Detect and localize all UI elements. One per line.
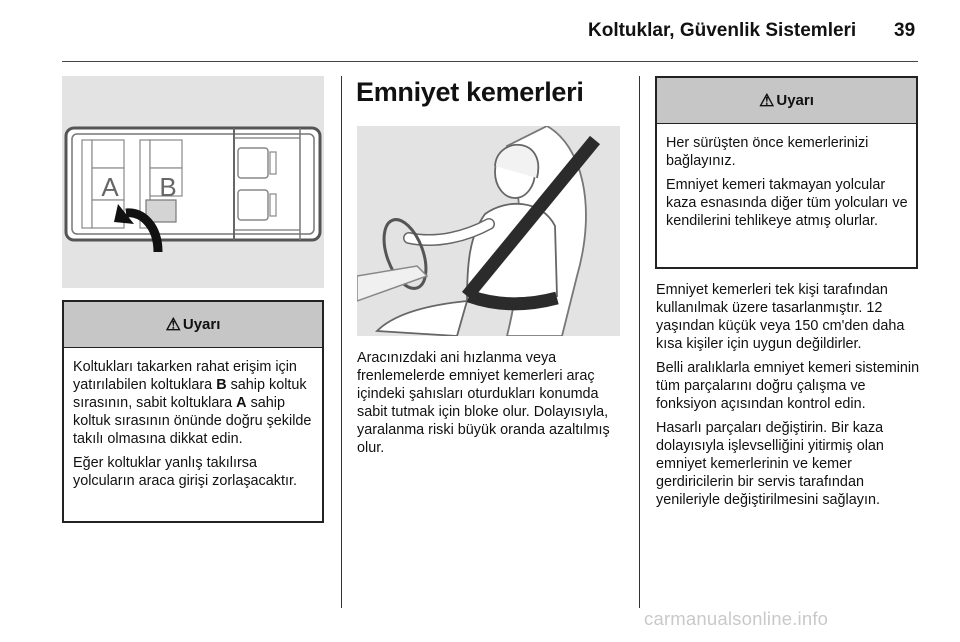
text-run: Koltukları takarken rahat erişim için yatırılabilen koltuklara [73, 359, 297, 393]
right-text [656, 281, 922, 515]
warning-triangle-icon: ⚠ [165, 314, 181, 334]
vehicle-top-view-icon [62, 76, 324, 288]
seatbelt-warning-box [655, 76, 918, 269]
seat-b-ref: B [216, 377, 227, 393]
warning-paragraph: Emniyet kemeri takmayan yolcular kaza esnasında diğer tüm yolcuları ve kendilerini tehlikeye atmış olurlar. [666, 177, 908, 229]
section-title: Emniyet kemerleri [356, 77, 584, 107]
header-divider [62, 61, 918, 62]
body-paragraph: Belli aralıklarla emniyet kemeri sisteminin tüm parçalarını doğru çalışma ve fonksiyon açısından kontrol edin. [656, 360, 920, 412]
warning-paragraph: Her sürüşten önce kemerlerinizi bağlayınız. [666, 135, 869, 169]
body-paragraph: Emniyet kemerleri tek kişi tarafından kullanılmak üzere tasarlanmıştır. 12 yaşından küçük veya 150 cm'den daha kısa kişiler için uygun değildirler. [656, 282, 905, 352]
watermark: carmanualsonline.info [644, 608, 829, 629]
warning-header [657, 78, 916, 124]
middle-text [357, 349, 627, 463]
warning-header [64, 302, 322, 348]
warning-label: Uyarı [776, 92, 814, 109]
column-divider-right [639, 76, 640, 608]
text-run: sahip koltuk sırasının, sabit koltuklara [73, 377, 307, 411]
page-number: 39 [894, 20, 916, 41]
seat-a-ref: A [236, 395, 247, 411]
seat-warning-box [62, 300, 324, 523]
warning-body [657, 124, 916, 244]
seat-b-label: B [159, 172, 177, 202]
seat-a-label: A [101, 172, 119, 202]
warning-body [64, 348, 322, 504]
seatbelt-driver-icon [357, 126, 620, 336]
warning-paragraph [73, 358, 315, 448]
warning-paragraph: Eğer koltuklar yanlış takılırsa yolcuların araca girişi zorlaşacaktır. [73, 455, 297, 489]
warning-label: Uyarı [182, 316, 221, 333]
page-header-title: Koltuklar, Güvenlik Sistemleri [588, 20, 857, 41]
body-paragraph: Hasarlı parçaları değiştirin. Bir kaza dolayısıyla işlevselliğini yitirmiş olan emniyet kemerlerinin ve kemer gerdiricilerin bir servis tarafından yenileriyle değiştirilmesini sağlayın. [656, 420, 884, 508]
body-paragraph: Aracınızdaki ani hızlanma veya frenlemelerde emniyet kemerleri araç içindeki şahısları oturdukları konumda sabit tutmak için bloke olur. Dolayısıyla, yaralanma riski büyük oranda azaltılmış olur. [357, 350, 610, 456]
column-divider-left [341, 76, 342, 608]
text-run: sahip koltuk sırasının önünde doğru şekilde takılı olmasına dikkat edin. [73, 395, 312, 447]
warning-triangle-icon: ⚠ [759, 90, 775, 110]
seatbelt-illustration [357, 126, 620, 336]
seat-layout-illustration [62, 76, 324, 288]
